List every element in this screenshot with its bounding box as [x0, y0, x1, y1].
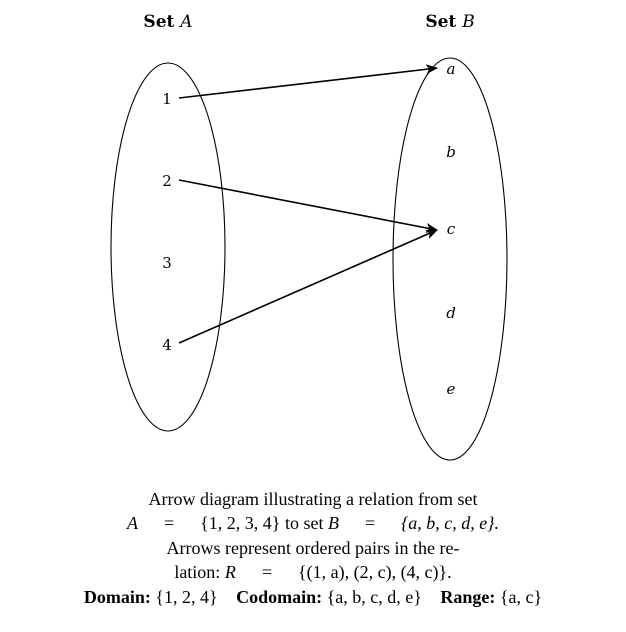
domain-value: {1, 2, 4} — [155, 587, 218, 607]
set-a-element: 1 — [162, 90, 172, 108]
set-b-ellipse — [393, 58, 507, 460]
set-b-title: Set B — [425, 12, 475, 32]
summary-line — [0, 585, 626, 609]
set-a-ellipse — [111, 63, 225, 431]
caption-line-3 — [0, 536, 626, 560]
caption-text: lation: — [174, 562, 221, 582]
set-a-element: 3 — [162, 254, 172, 272]
caption-text: Arrows represent ordered pairs in the re- — [166, 538, 460, 558]
caption-pairs: {(1, a), (2, c), (4, c)}. — [297, 562, 452, 582]
caption-set-a: {1, 2, 3, 4} — [200, 513, 281, 533]
caption-eq: = — [164, 513, 175, 533]
caption-eq: = — [261, 562, 272, 582]
arrow-2-to-c — [179, 180, 437, 230]
range-label: Range: — [440, 587, 496, 607]
caption-set-b: {a, b, c, d, e}. — [401, 513, 499, 533]
caption-line-1 — [0, 487, 626, 511]
caption-text: to set — [284, 513, 324, 533]
caption-var-a: A — [127, 513, 139, 533]
set-b-element: a — [446, 60, 456, 78]
caption-text: Arrow diagram illustrating a relation from set — [148, 489, 478, 509]
codomain-value: {a, b, c, d, e} — [326, 587, 422, 607]
set-a-element: 2 — [162, 172, 172, 190]
set-b-element: d — [446, 304, 456, 322]
caption-var-r: R — [224, 562, 236, 582]
codomain-label: Codomain: — [236, 587, 323, 607]
set-b-element: e — [446, 380, 456, 398]
caption-var-b: B — [327, 513, 339, 533]
set-a-element: 4 — [162, 336, 172, 354]
set-b-element: c — [446, 220, 456, 238]
domain-label: Domain: — [83, 587, 151, 607]
caption-line-2 — [0, 511, 626, 535]
caption-line-4 — [0, 560, 626, 584]
arrow-4-to-c — [179, 230, 437, 343]
arrow-1-to-a — [179, 68, 437, 98]
set-a-title: Set A — [143, 12, 193, 32]
caption-eq: = — [364, 513, 376, 533]
set-b-element: b — [446, 143, 456, 161]
range-value: {a, c} — [499, 587, 543, 607]
